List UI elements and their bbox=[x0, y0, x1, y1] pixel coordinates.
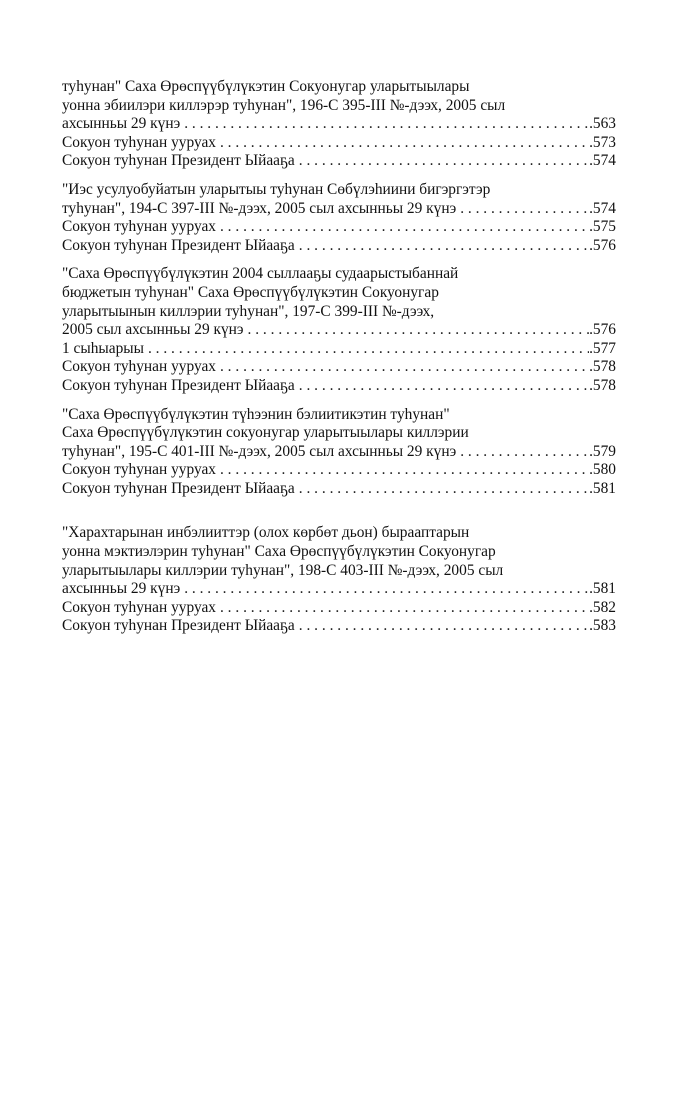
page-number: .581 bbox=[589, 580, 616, 598]
toc-row bbox=[62, 115, 616, 134]
entry-title-line: уонна мэктиэлэрин туһунан" Саха Өрөспүүбүлүкэтин Сокуонугар bbox=[62, 543, 496, 561]
dot-leader bbox=[295, 480, 589, 499]
table-of-contents bbox=[62, 78, 616, 636]
page-number: .579 bbox=[589, 442, 616, 460]
entry-title-line: "Саха Өрөспүүбүлүкэтин 2004 сыллааҕы судаарыстыбаннай bbox=[62, 265, 459, 283]
toc-row-text: ахсынньы 29 күнэ bbox=[62, 580, 181, 598]
toc-row-text: Сокуон туһунан Президент Ыйааҕа bbox=[62, 376, 295, 394]
page-number: .574 bbox=[589, 152, 616, 170]
entry-title-line: "Саха Өрөспүүбүлүкэтин түһээнин бэлиитикэтин туһунан" bbox=[62, 405, 450, 423]
toc-entry bbox=[62, 181, 616, 255]
toc-row-text: туһунан", 195-С 401-III №-дээх, 2005 сыл ахсынньы 29 күнэ bbox=[62, 442, 457, 460]
dot-leader bbox=[295, 152, 589, 171]
page-number: .576 bbox=[589, 236, 616, 254]
toc-row-text: Сокуон туһунан ууруах bbox=[62, 133, 216, 151]
toc-entry bbox=[62, 406, 616, 499]
page-number: .577 bbox=[589, 339, 616, 357]
toc-row-text: Сокуон туһунан Президент Ыйааҕа bbox=[62, 617, 295, 635]
dot-leader bbox=[295, 617, 589, 636]
toc-row bbox=[62, 200, 616, 219]
entry-title-line: туһунан" Саха Өрөспүүбүлүкэтин Сокуонугар уларытыылары bbox=[62, 78, 470, 95]
entry-title-line: уонна эбиилэри киллэрэр туһунан", 196-С 395-III №-дээх, 2005 сыл bbox=[62, 96, 506, 114]
page-number: .580 bbox=[589, 461, 616, 479]
dot-leader bbox=[216, 218, 589, 237]
entry-title-line: уларытыынын киллэрии туһунан", 197-С 399-III №-дээх, bbox=[62, 302, 435, 320]
page-number: .578 bbox=[589, 376, 616, 394]
dot-leader bbox=[216, 134, 589, 153]
dot-leader bbox=[456, 200, 589, 219]
page-number: .573 bbox=[589, 133, 616, 151]
toc-row-text: Сокуон туһунан Президент Ыйааҕа bbox=[62, 152, 295, 170]
toc-row-text: туһунан", 194-С 397-III №-дээх, 2005 сыл ахсынньы 29 күнэ bbox=[62, 199, 457, 217]
toc-row bbox=[62, 340, 616, 359]
toc-row-text: Сокуон туһунан Президент Ыйааҕа bbox=[62, 236, 295, 254]
toc-row bbox=[62, 358, 616, 377]
toc-row bbox=[62, 237, 616, 256]
toc-row-text: Сокуон туһунан Президент Ыйааҕа bbox=[62, 479, 295, 497]
entry-title-line: бюджетын туһунан" Саха Өрөспүүбүлүкэтин Сокуонугар bbox=[62, 283, 439, 301]
toc-row-text: ахсынньы 29 күнэ bbox=[62, 115, 181, 133]
toc-row-text: 2005 сыл ахсынньы 29 күнэ bbox=[62, 321, 244, 339]
page-number: .576 bbox=[589, 321, 616, 339]
page-number: .574 bbox=[589, 199, 616, 217]
entry-title-line: "Иэс усулуобуйатын уларытыы туһунан Сөбүлэһиини бигэргэтэр bbox=[62, 180, 491, 198]
toc-row bbox=[62, 321, 616, 340]
toc-row bbox=[62, 218, 616, 237]
page-number: .578 bbox=[589, 358, 616, 376]
toc-row bbox=[62, 461, 616, 480]
entry-title-line: Саха Өрөспүүбүлүкэтин сокуонугар уларытыылары киллэрии bbox=[62, 424, 469, 442]
toc-row bbox=[62, 580, 616, 599]
toc-row bbox=[62, 443, 616, 462]
entry-title-line: "Харахтарынан инбэлииттэр (олох көрбөт дьон) бырааптарын bbox=[62, 524, 470, 542]
dot-leader bbox=[180, 580, 589, 599]
toc-entry bbox=[62, 265, 616, 395]
toc-row bbox=[62, 377, 616, 396]
toc-row bbox=[62, 134, 616, 153]
toc-row-text: Сокуон туһунан ууруах bbox=[62, 461, 216, 479]
dot-leader bbox=[216, 461, 589, 480]
entry-title-line: уларытыылары киллэрии туһунан", 198-С 403-III №-дээх, 2005 сыл bbox=[62, 561, 504, 579]
dot-leader bbox=[244, 321, 590, 340]
toc-entry bbox=[62, 524, 616, 636]
toc-row bbox=[62, 617, 616, 636]
dot-leader bbox=[144, 340, 589, 359]
page-number: .583 bbox=[589, 617, 616, 635]
toc-entry bbox=[62, 78, 616, 171]
dot-leader bbox=[216, 358, 589, 377]
page-number: .582 bbox=[589, 598, 616, 616]
toc-row bbox=[62, 599, 616, 618]
dot-leader bbox=[295, 377, 589, 396]
dot-leader bbox=[180, 115, 589, 134]
toc-row-text: Сокуон туһунан ууруах bbox=[62, 358, 216, 376]
page-number: .581 bbox=[589, 479, 616, 497]
toc-row-text: Сокуон туһунан ууруах bbox=[62, 218, 216, 236]
dot-leader bbox=[456, 443, 589, 462]
dot-leader bbox=[295, 237, 589, 256]
toc-row bbox=[62, 152, 616, 171]
page-number: .575 bbox=[589, 218, 616, 236]
toc-row-text: Сокуон туһунан ууруах bbox=[62, 598, 216, 616]
page-number: .563 bbox=[589, 115, 616, 133]
dot-leader bbox=[216, 599, 589, 618]
toc-row bbox=[62, 480, 616, 499]
toc-row-text: 1 сыһыарыы bbox=[62, 339, 144, 357]
